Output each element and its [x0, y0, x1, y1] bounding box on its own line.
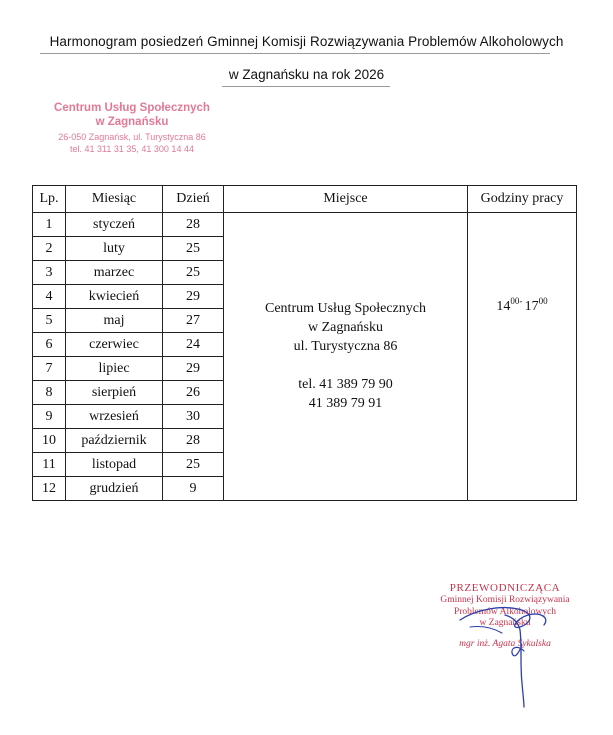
- stamp-address: 26-050 Zagnańsk, ul. Turystyczna 86: [58, 132, 206, 142]
- title-underline: [40, 53, 550, 54]
- cell-month: marzec: [66, 261, 163, 285]
- cell-month: sierpień: [66, 381, 163, 405]
- cell-month: listopad: [66, 453, 163, 477]
- col-header-month: Miesiąc: [66, 186, 163, 213]
- place-phone-2: 41 389 79 91: [308, 396, 383, 411]
- hours-end-hour: 17: [524, 299, 539, 314]
- col-header-day: Dzień: [163, 186, 224, 213]
- cell-month: maj: [66, 309, 163, 333]
- cell-month: luty: [66, 237, 163, 261]
- cell-day: 28: [163, 213, 224, 237]
- cell-lp: 10: [33, 429, 66, 453]
- place-line-2: w Zagnańsku: [307, 320, 384, 335]
- cell-month: czerwiec: [66, 333, 163, 357]
- cell-month: wrzesień: [66, 405, 163, 429]
- cell-month: kwiecień: [66, 285, 163, 309]
- cell-lp: 5: [33, 309, 66, 333]
- cell-day: 25: [163, 261, 224, 285]
- cell-day: 30: [163, 405, 224, 429]
- place-line-3: ul. Turystyczna 86: [293, 339, 398, 354]
- col-header-hours: Godziny pracy: [468, 186, 577, 213]
- cell-lp: 1: [33, 213, 66, 237]
- col-header-lp: Lp.: [33, 186, 66, 213]
- cell-lp: 3: [33, 261, 66, 285]
- stamp-line-2: w Zagnańsku: [95, 116, 169, 128]
- handwritten-signature: [440, 575, 590, 710]
- place-line-1: Centrum Usług Społecznych: [265, 301, 426, 316]
- cell-month: grudzień: [66, 477, 163, 501]
- cell-month: styczeń: [66, 213, 163, 237]
- hours-start-hour: 14: [496, 299, 511, 314]
- cell-lp: 2: [33, 237, 66, 261]
- chairperson-name: mgr inż. Agata Sykulska: [459, 638, 551, 649]
- subtitle-underline: [222, 86, 390, 87]
- cell-lp: 7: [33, 357, 66, 381]
- document-subtitle: w Zagnańsku na rok 2026: [228, 67, 385, 82]
- cell-lp: 4: [33, 285, 66, 309]
- stamp-phone: tel. 41 311 31 35, 41 300 14 44: [70, 144, 194, 154]
- cell-month: lipiec: [66, 357, 163, 381]
- cell-lp: 12: [33, 477, 66, 501]
- hours-separator: -: [519, 296, 525, 306]
- chairperson-title: PRZEWODNICZĄCA: [449, 582, 561, 594]
- cell-day: 25: [163, 453, 224, 477]
- cell-lp: 9: [33, 405, 66, 429]
- cell-hours: [468, 213, 577, 501]
- cell-month: październik: [66, 429, 163, 453]
- schedule-table: [32, 185, 577, 501]
- cell-day: 29: [163, 357, 224, 381]
- cell-lp: 6: [33, 333, 66, 357]
- hours-end-minutes: 00: [538, 296, 548, 306]
- cell-day: 9: [163, 477, 224, 501]
- stamp-line-1: Centrum Usług Społecznych: [54, 102, 210, 114]
- hours-range: [468, 213, 576, 315]
- chairperson-location: w Zagnańsku: [479, 618, 531, 628]
- place-phone-1: tel. 41 389 79 90: [298, 377, 393, 392]
- institution-stamp: [52, 101, 212, 155]
- chairperson-committee-2: Problemów Alkoholowych: [453, 606, 557, 617]
- table-row: [33, 213, 577, 237]
- cell-lp: 8: [33, 381, 66, 405]
- table-header-row: [33, 186, 577, 213]
- document-title: Harmonogram posiedzeń Gminnej Komisji Rozwiązywania Problemów Alkoholowych: [49, 34, 564, 49]
- cell-day: 24: [163, 333, 224, 357]
- cell-place: [224, 213, 468, 501]
- cell-day: 26: [163, 381, 224, 405]
- col-header-place: Miejsce: [224, 186, 468, 213]
- hours-start-minutes: 00: [510, 296, 520, 306]
- cell-day: 27: [163, 309, 224, 333]
- chairperson-committee: Gminnej Komisji Rozwiązywania: [440, 595, 570, 605]
- cell-day: 29: [163, 285, 224, 309]
- cell-lp: 11: [33, 453, 66, 477]
- cell-day: 25: [163, 237, 224, 261]
- cell-day: 28: [163, 429, 224, 453]
